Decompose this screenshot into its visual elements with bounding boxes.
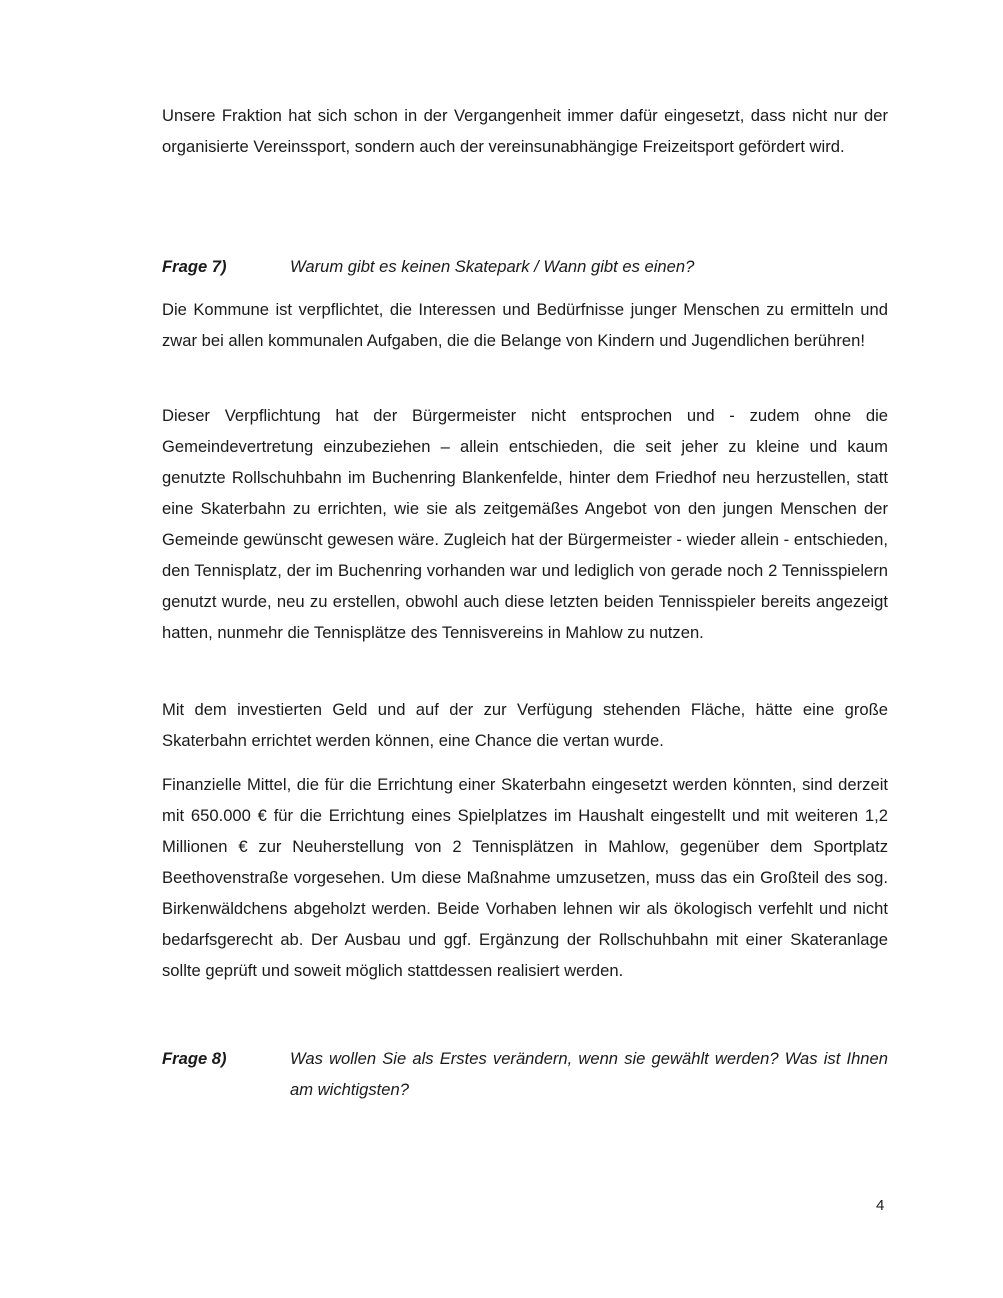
paragraph-answer-7-d: Finanzielle Mittel, die für die Errichtung einer Skaterbahn eingesetzt werden könnten, sind derzeit mit 650.000 € für die Errichtung eines Spielplatzes im Haushalt eingestellt und mit weiteren 1,2 Millionen € zur Neuherstellung von 2 Tennisplätzen in Mahlow, gegenüber dem Sportplatz Beethovenstraße vorgesehen. Um diese Maßnahme umzusetzen, muss das ein Großteil des sog. Birkenwäldchens abgeholzt werden. Beide Vorhaben lehnen wir als ökologisch verfehlt und nicht bedarfsgerecht ab. Der Ausbau und ggf. Ergänzung der Rollschuhbahn mit einer Skateranlage sollte geprüft und soweit möglich stattdessen realisiert werden.	[162, 775, 888, 980]
page-number: 4	[876, 1197, 885, 1214]
question-text: Was wollen Sie als Erstes verändern, wenn sie gewählt werden? Was ist Ihnen am wichtigsten?	[290, 1049, 888, 1099]
paragraph-answer-7-a: Die Kommune ist verpflichtet, die Interessen und Bedürfnisse junger Menschen zu ermitteln und zwar bei allen kommunalen Aufgaben, die die Belange von Kindern und Jugendlichen berühren!	[162, 300, 888, 350]
paragraph-answer-7-b: Dieser Verpflichtung hat der Bürgermeister nicht entsprochen und - zudem ohne die Gemeindevertretung einzubeziehen – allein entschieden, die seit jeher zu kleine und kaum genutzte Rollschuhbahn im Buchenring Blankenfelde, hinter dem Friedhof neu herzustellen, statt eine Skaterbahn zu errichten, wie sie als zeitgemäßes Angebot von den jungen Menschen der Gemeinde gewünscht gewesen wäre. Zugleich hat der Bürgermeister - wieder allein - entschieden, den Tennisplatz, der im Buchenring vorhanden war und lediglich von gerade noch 2 Tennisspielern genutzt wurde, neu zu erstellen, obwohl auch diese letzten beiden Tennisspieler bereits angezeigt hatten, nunmehr die Tennisplätze des Tennisvereins in Mahlow zu nutzen.	[162, 406, 888, 642]
paragraph-intro: Unsere Fraktion hat sich schon in der Vergangenheit immer dafür eingesetzt, dass nicht nur der organisierte Vereinssport, sondern auch der vereinsunabhängige Freizeitsport gefördert wird.	[162, 106, 888, 156]
question-8	[162, 1043, 888, 1105]
question-text: Warum gibt es keinen Skatepark / Wann gibt es einen?	[290, 257, 695, 276]
question-label: Frage 7)	[162, 257, 227, 276]
paragraph-answer-7-c: Mit dem investierten Geld und auf der zur Verfügung stehenden Fläche, hätte eine große Skaterbahn errichtet werden können, eine Chance die vertan wurde.	[162, 700, 888, 750]
question-7	[162, 251, 888, 282]
question-label: Frage 8)	[162, 1049, 227, 1068]
